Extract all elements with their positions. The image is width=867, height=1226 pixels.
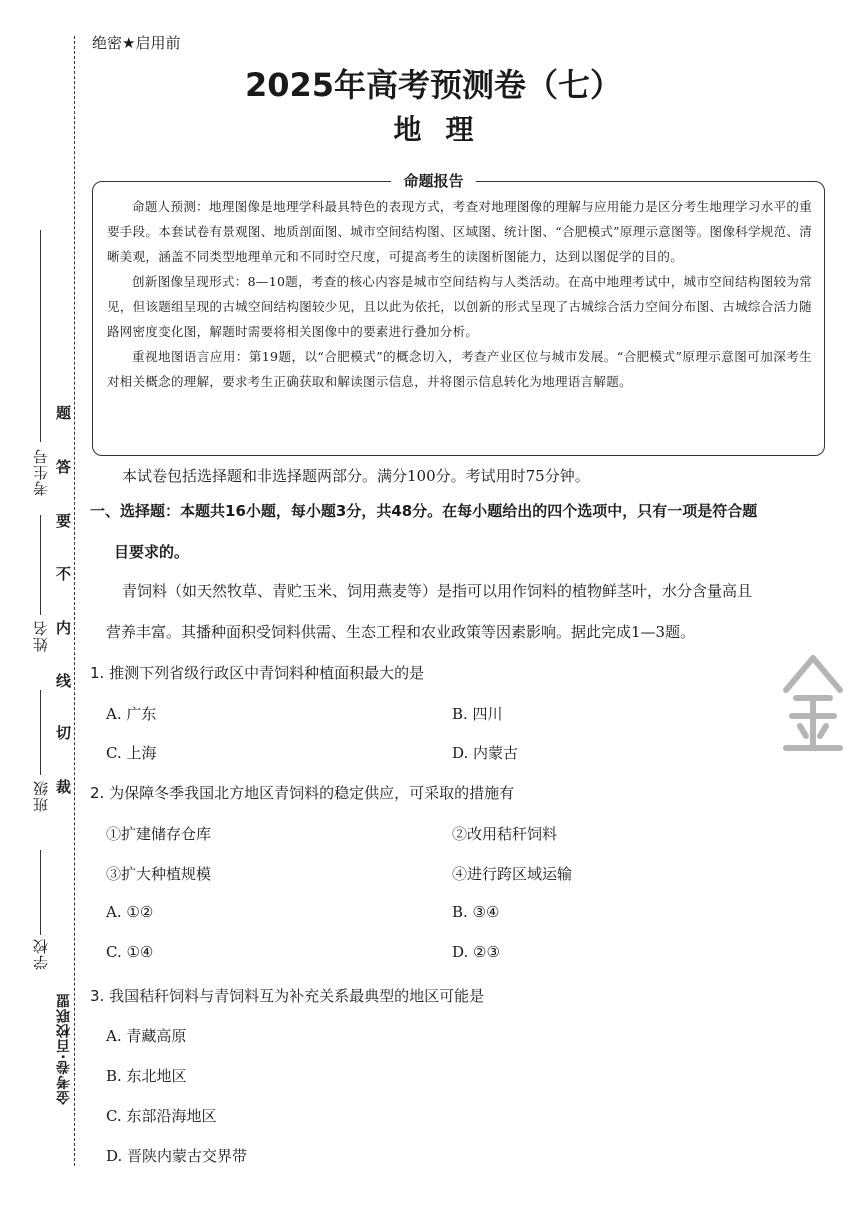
option-b: B. 四川 <box>452 705 503 723</box>
name-label: 姓名 <box>32 620 50 652</box>
exam-title: 2025年高考预测卷（七） <box>244 66 623 104</box>
section-heading-cont: 目要求的。 <box>114 543 190 561</box>
report-heading: 命题报告 <box>0 170 867 191</box>
report-box <box>92 181 825 456</box>
seal-char: 线 <box>56 672 72 690</box>
statement-4: ④进行跨区域运输 <box>452 865 573 883</box>
statement-2: ②改用秸秆饲料 <box>452 825 558 843</box>
publisher-label: 金考卷·百校联盟 <box>56 993 72 1105</box>
name-blank <box>40 515 41 615</box>
question-stem: 2. 为保障冬季我国北方地区青饲料的稳定供应，可采取的措施有 <box>90 784 515 802</box>
subject-title: 地理 <box>393 113 498 146</box>
class-blank <box>40 690 41 775</box>
gold-seal-watermark-icon <box>778 650 848 760</box>
option-c: C. ①④ <box>106 943 154 961</box>
school-blank <box>40 850 41 935</box>
option-d: D. 内蒙古 <box>452 744 519 762</box>
question-stem: 1. 推测下列省级行政区中青饲料种植面积最大的是 <box>90 664 425 682</box>
statement-3: ③扩大种植规模 <box>106 865 212 883</box>
seal-char: 答 <box>56 458 72 476</box>
option-b: B. ③④ <box>452 903 500 921</box>
material-text: 营养丰富。其播种面积受饲料供需、生态工程和农业政策等因素影响。据此完成1—3题。 <box>106 623 696 641</box>
material-text: 青饲料（如天然牧草、青贮玉米、饲用燕麦等）是指可以用作饲料的植物鲜茎叶，水分含量高且 <box>122 582 753 600</box>
seal-char: 切 <box>56 724 72 742</box>
binding-dashed-line <box>74 36 75 1166</box>
seal-char: 要 <box>56 512 72 530</box>
school-label: 学校 <box>32 938 50 970</box>
option-a: A. 青藏高原 <box>106 1027 187 1045</box>
exam-intro: 本试卷包括选择题和非选择题两部分。满分100分。考试用时75分钟。 <box>122 467 590 485</box>
confidential-label: 绝密★启用前 <box>92 34 181 52</box>
option-a: A. ①② <box>106 903 154 921</box>
seal-char: 不 <box>56 565 72 583</box>
seal-char: 题 <box>56 404 72 422</box>
seal-char: 裁 <box>56 778 72 796</box>
option-b: B. 东北地区 <box>106 1067 187 1085</box>
option-a: A. 广东 <box>106 705 157 723</box>
report-paragraph: 创新图像呈现形式：8—10题，考查的核心内容是城市空间结构与人类活动。在高中地理考试中，城市空间结构图较为常见，但该题组呈现的古城空间结构图较少见，且以此为依托，以创新的形式呈现了古城综合活力空间分布图、古城综合活力随路网密度变化图，解题时需要将相关图像中的要素进行叠加分析。 <box>107 274 812 339</box>
question-stem: 3. 我国秸秆饲料与青饲料互为补充关系最典型的地区可能是 <box>90 987 485 1005</box>
statement-1: ①扩建储存仓库 <box>106 825 212 843</box>
option-d: D. 晋陕内蒙古交界带 <box>106 1147 248 1165</box>
option-c: C. 上海 <box>106 744 157 762</box>
report-paragraph: 命题人预测：地理图像是地理学科最具特色的表现方式，考查对地理图像的理解与应用能力是区分考生地理学习水平的重要手段。本套试卷有景观图、地质剖面图、城市空间结构图、区域图、统计图、“合肥模式”原理示意图等。图像科学规范、清晰美观，涵盖不同类型地理单元和不同时空尺度，可提高考生的读图析图能力，达到以图促学的目的。 <box>107 199 812 264</box>
report-paragraph: 重视地图语言应用：第19题，以“合肥模式”的概念切入，考查产业区位与城市发展。“合肥模式”原理示意图可加深考生对相关概念的理解，要求考生正确获取和解读图示信息，并将图示信息转化为地理语言解题。 <box>107 349 812 389</box>
seal-char: 内 <box>56 619 72 637</box>
section-heading: 一、选择题：本题共16小题，每小题3分，共48分。在每小题给出的四个选项中，只有一项是符合题 <box>90 502 758 520</box>
class-label: 班级 <box>32 780 50 812</box>
option-d: D. ②③ <box>452 943 500 961</box>
option-c: C. 东部沿海地区 <box>106 1107 217 1125</box>
exam-number-label: 考生号 <box>32 448 50 496</box>
exam-number-blank <box>40 230 41 442</box>
